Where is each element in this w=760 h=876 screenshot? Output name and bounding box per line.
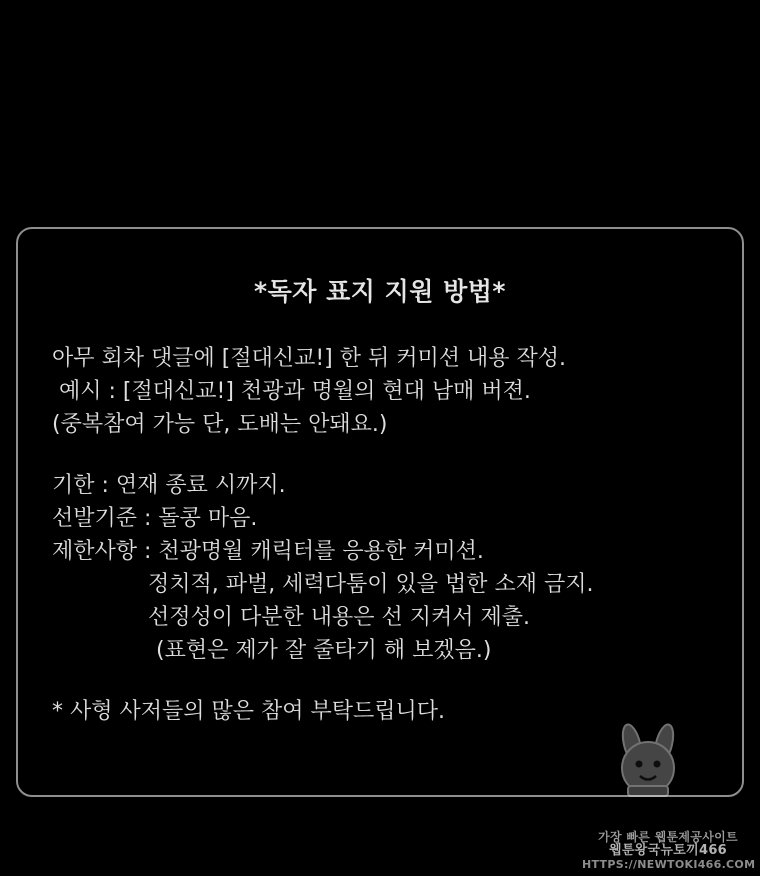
- footer-spacer: [52, 667, 710, 695]
- notice-restriction-1: 정치적, 파벌, 세력다툼이 있을 법한 소재 금지.: [148, 572, 594, 597]
- notice-title: *독자 표지 지원 방법*: [254, 277, 506, 306]
- paragraph-spacer: [52, 441, 710, 469]
- notice-detail-deadline: 기한 : 연재 종료 시까지.: [52, 473, 286, 498]
- rabbit-mascot-icon: [602, 718, 698, 814]
- notice-card: [16, 227, 744, 797]
- watermark-line-3: HTTPS://NEWTOKI466.COM: [582, 858, 756, 871]
- notice-detail-criteria: 선발기준 : 돌콩 마음.: [52, 506, 258, 531]
- watermark-line-1: 가장 빠른 웹툰제공사이트: [598, 830, 738, 844]
- notice-paragraph-2: 예시 : [절대신교!] 천광과 명월의 현대 남매 버젼.: [52, 379, 531, 404]
- notice-footer: * 사형 사저들의 많은 참여 부탁드립니다.: [52, 699, 445, 724]
- notice-restriction-3: (표현은 제가 잘 줄타기 해 보겠음.): [156, 638, 492, 663]
- notice-paragraph-3: (중복참여 가능 단, 도배는 안돼요.): [52, 412, 388, 437]
- notice-paragraph-1: 아무 회차 댓글에 [절대신교!] 한 뒤 커미션 내용 작성.: [52, 346, 566, 371]
- notice-restriction-2: 선정성이 다분한 내용은 선 지켜서 제출.: [148, 605, 530, 630]
- notice-body: [18, 342, 742, 728]
- site-watermark: [582, 830, 754, 872]
- notice-detail-restrictions: 제한사항 : 천광명월 캐릭터를 응용한 커미션.: [52, 539, 484, 564]
- watermark-line-2: 웹툰왕국뉴토끼466: [608, 843, 728, 858]
